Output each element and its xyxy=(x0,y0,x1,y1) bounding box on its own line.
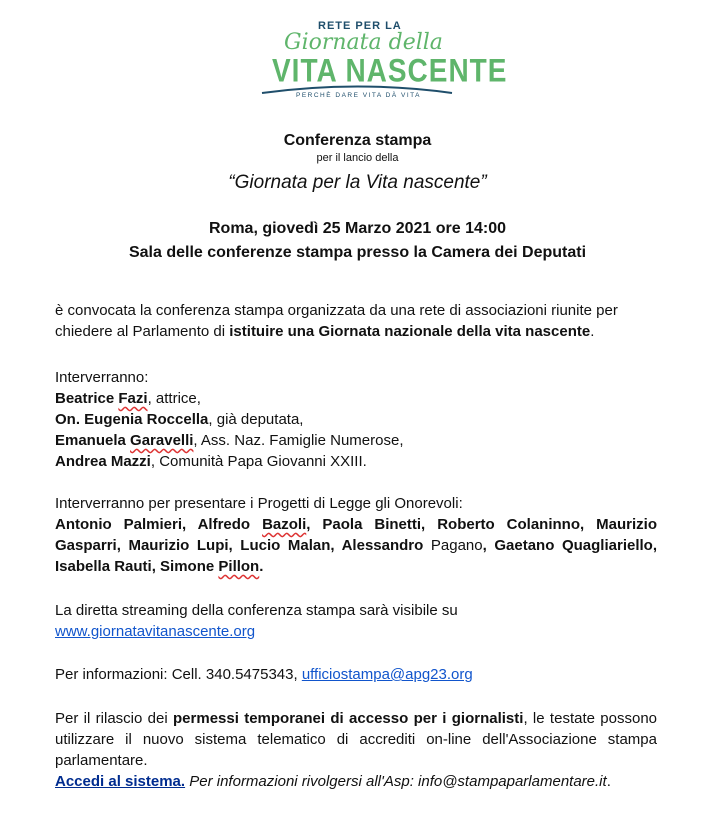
press-subtitle: per il lancio della xyxy=(316,152,399,164)
streaming-text: La diretta streaming della conferenza stampa sarà visibile su xyxy=(55,602,458,619)
access-bold: permessi temporanei di accesso per i giornalisti xyxy=(173,710,524,727)
speaker-role: , già deputata, xyxy=(208,411,304,428)
venue-line: Sala delle conferenze stampa presso la Camera dei Deputati xyxy=(128,244,587,261)
info-text: Per informazioni: Cell. 340.5475343, xyxy=(55,666,302,683)
mps-name-text: . xyxy=(259,558,264,575)
access-system-link[interactable]: Accedi al sistema. xyxy=(55,773,186,790)
mps-name-text: Antonio Palmieri, Alfredo xyxy=(55,516,263,533)
speaker-row xyxy=(55,388,657,409)
intro-text: è convocata la conferenza stampa organizzata da una rete di associazioni riunite per chiedere al Parlamento di xyxy=(55,302,618,340)
intro-paragraph xyxy=(55,300,657,342)
speaker-row xyxy=(55,451,657,472)
press-title: Conferenza stampa xyxy=(283,132,432,149)
speaker-name: Beatrice xyxy=(55,390,119,407)
speaker-name: Emanuela xyxy=(55,432,131,449)
logo-line1: RETE PER LA xyxy=(318,20,402,32)
mps-name-text: Pillon xyxy=(218,558,260,575)
date-line: Roma, giovedì 25 Marzo 2021 ore 14:00 xyxy=(208,220,506,237)
speaker-name: On. Eugenia Roccella xyxy=(55,411,209,428)
mps-name-text: , Gaetano Quagliariello, Isabella Rauti, Simone xyxy=(55,537,657,575)
speaker-role: , Comunità Papa Giovanni XXIII. xyxy=(150,453,367,470)
speaker-row xyxy=(55,409,657,430)
mps-names xyxy=(55,514,657,577)
speaker-role: , Ass. Naz. Famiglie Numerose, xyxy=(193,432,404,449)
speaker-surname: Fazi xyxy=(118,390,148,407)
intro-end: . xyxy=(590,323,595,340)
logo-line3: VITA NASCENTE xyxy=(272,52,508,89)
speaker-role: , attrice, xyxy=(147,390,201,407)
mps-name-text: Pagano xyxy=(430,537,483,554)
logo xyxy=(258,20,508,102)
info-block xyxy=(55,664,657,685)
streaming-block xyxy=(55,600,657,642)
email-link[interactable]: ufficiostampa@apg23.org xyxy=(301,666,473,683)
speaker-row xyxy=(55,430,657,451)
intro-bold: istituire una Giornata nazionale della vita nascente xyxy=(229,323,591,340)
access-text: , le testate possono utilizzare il nuovo sistema telematico di accrediti on-line dell'Associazione stampa parlamentare. xyxy=(55,710,657,769)
asp-info: Per informazioni rivolgersi all'Asp: info@stampaparlamentare.it xyxy=(185,773,607,790)
mps-heading: Interverranno per presentare i Progetti di Legge gli Onorevoli: xyxy=(55,495,463,512)
speakers-heading: Interverranno: xyxy=(55,369,149,386)
speaker-name: Andrea Mazzi xyxy=(55,453,151,470)
access-paragraph xyxy=(55,708,657,771)
access-end: . xyxy=(606,773,611,790)
event-name: “Giornata per la Vita nascente” xyxy=(228,172,487,193)
logo-tagline: PERCHÈ DARE VITA DÀ VITA xyxy=(296,92,421,99)
mps-block xyxy=(55,493,657,577)
mps-name-text: , Paola Binetti, Roberto Colaninno, Maurizio Gasparri, Maurizio Lupi, Lucio Malan, Alessandro xyxy=(55,516,657,554)
website-link[interactable]: www.giornatavitanascente.org xyxy=(55,623,256,640)
mps-name-text: Bazoli xyxy=(262,516,307,533)
speakers-block xyxy=(55,367,657,472)
access-text: Per il rilascio dei xyxy=(55,710,174,727)
access-block xyxy=(55,708,657,792)
logo-line2: Giornata della xyxy=(284,30,443,55)
speaker-surname: Garavelli xyxy=(130,432,194,449)
